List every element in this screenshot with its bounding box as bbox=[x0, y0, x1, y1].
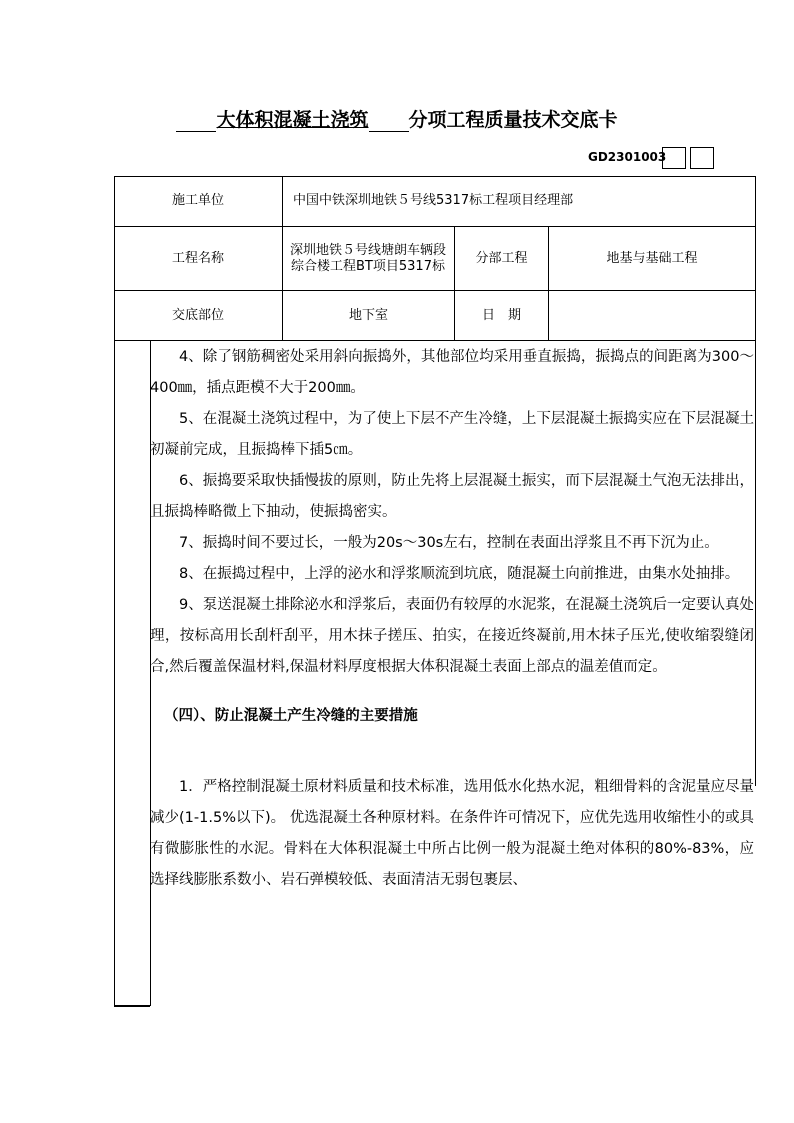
table-border-right bbox=[755, 176, 756, 786]
sub-project-label: 分部工程 bbox=[475, 250, 528, 266]
content-paragraph: 6、振捣要采取快插慢拔的原则，防止先将上层混凝土振实，而下层混凝土气泡无法排出，且振捣棒略微上下抽动，使振捣密实。 bbox=[150, 473, 754, 520]
content-paragraph: 8、在振捣过程中，上浮的泌水和浮浆顺流到坑底，随混凝土向前推进，由集水处抽排。 bbox=[179, 566, 740, 582]
content-paragraph: 9、泵送混凝土排除泌水和浮浆后，表面仍有较厚的水泥浆，在混凝土浇筑后一定要认真处理，按标高用长刮杆刮平，用木抹子搓压、拍实，在接近终凝前,用木抹子压光,使收缩裂缝闭合,然后覆盖保温材料,保温材料厚度根据大体积混凝土表面上部点的温差值而定。 bbox=[150, 597, 754, 675]
project-value: 深圳地铁５号线塘朗车辆段综合楼工程BT项目5317标 bbox=[289, 242, 446, 274]
project-label: 工程名称 bbox=[171, 250, 224, 266]
part-label: 交底部位 bbox=[171, 307, 224, 323]
section-heading: （四）、防止混凝土产生冷缝的主要措施 bbox=[164, 708, 418, 724]
content-paragraph: 1．严格控制混凝土原材料质量和技术标准，选用低水化热水泥，粗细骨料的含泥量应尽量减少(1-1.5%以下)。 优选混凝土各种原材料。在条件许可情况下，应优先选用收缩性小的或具有微膨胀性的水泥。骨料在大体积混凝土中所占比例一般为混凝土绝对体积的80%-83%，应选择线膨胀系数小、岩石弹模较低、表面清洁无弱包裹层、 bbox=[150, 779, 754, 888]
date-value bbox=[549, 291, 755, 340]
unit-value: 中国中铁深圳地铁５号线5317标工程项目经理部 bbox=[293, 193, 574, 208]
document-code: GD2301003 bbox=[588, 150, 667, 164]
part-value: 地下室 bbox=[348, 307, 388, 323]
row-separator-3 bbox=[114, 340, 756, 341]
title-underline-left bbox=[176, 111, 216, 132]
document-title bbox=[0, 105, 794, 132]
content-paragraph: 7、振捣时间不要过长，一般为20s～30s左右，控制在表面出浮浆且不再下沉为止。 bbox=[179, 535, 719, 551]
blank-space bbox=[150, 732, 754, 772]
content-paragraph: 4、除了钢筋稠密处采用斜向振捣外，其他部位均采用垂直振捣，振捣点的间距离为300～400㎜，插点距模不大于200㎜。 bbox=[150, 349, 754, 396]
disclosure-content bbox=[150, 342, 754, 896]
title-subject: 大体积混凝土浇筑 bbox=[216, 109, 369, 131]
sub-project-value: 地基与基础工程 bbox=[606, 250, 698, 266]
title-underline-right bbox=[369, 111, 409, 132]
code-box-2 bbox=[690, 147, 714, 169]
title-suffix: 分项工程质量技术交底卡 bbox=[408, 109, 618, 131]
content-paragraph: 5、在混凝土浇筑过程中，为了使上下层不产生冷缝，上下层混凝土振捣实应在下层混凝土初凝前完成，且振捣棒下插5㎝。 bbox=[150, 411, 754, 458]
table-border-bottom bbox=[114, 1005, 150, 1007]
unit-label: 施工单位 bbox=[171, 193, 224, 208]
date-label: 日 期 bbox=[481, 307, 521, 323]
code-box-1 bbox=[662, 147, 686, 169]
